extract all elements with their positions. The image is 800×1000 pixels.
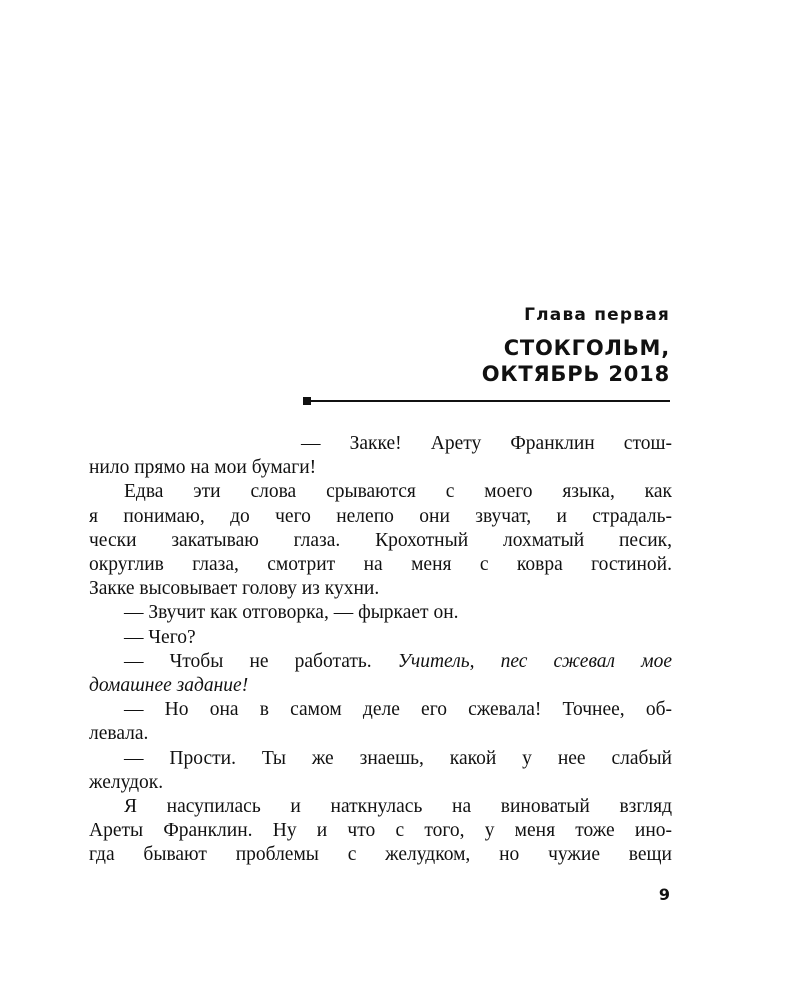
text-line: желудок. (89, 771, 164, 793)
chapter-title-line-1: СТОКГОЛЬМ, (503, 336, 670, 360)
text-line: Закке высовывает голову из кухни. (89, 578, 380, 600)
text-line: гда бывают проблемы с желудком, но чужие вещи (89, 844, 672, 866)
text-line: левала. (89, 723, 149, 745)
chapter-title-line-2: ОКТЯБРЬ 2018 (481, 362, 670, 386)
chapter-heading (482, 303, 670, 387)
text-line: чески закатываю глаза. Крохотный лохматый песик, (89, 529, 672, 551)
chapter-divider (303, 397, 670, 406)
page-number: 9 (658, 885, 670, 904)
text-line: — Звучит как отговорка, — фыркает он. (124, 602, 459, 624)
text-line: Ареты Франклин. Ну и что с того, у меня тоже ино- (89, 820, 672, 842)
text-line: нило прямо на мои бумаги! (89, 457, 317, 479)
text-line: округлив глаза, смотрит на меня с ковра гостиной. (89, 554, 672, 576)
text-line: я понимаю, до чего нелепо они звучат, и страдаль- (89, 505, 672, 527)
text-line: Я насупилась и наткнулась на виноватый взгляд (124, 796, 672, 818)
italic-text: Учитель, пес сжевал мое (397, 650, 672, 672)
text-line (89, 650, 672, 674)
chapter-label: Глава первая (524, 305, 670, 325)
text-segment: — Чтобы не работать. (124, 650, 372, 672)
text-line: — Чего? (124, 626, 196, 648)
text-line: — Но она в самом деле его сжевала! Точнее, об- (124, 699, 672, 721)
text-line: — Закке! Арету Франклин стош- (301, 433, 672, 454)
chapter-title (482, 335, 670, 387)
body-text (89, 432, 672, 868)
text-line: — Прости. Ты же знаешь, какой у нее слабый (124, 747, 672, 769)
divider-line (311, 400, 670, 402)
italic-text-line: домашнее задание! (89, 675, 249, 697)
text-line: Едва эти слова срываются с моего языка, как (124, 481, 672, 503)
divider-square-icon (303, 397, 311, 405)
